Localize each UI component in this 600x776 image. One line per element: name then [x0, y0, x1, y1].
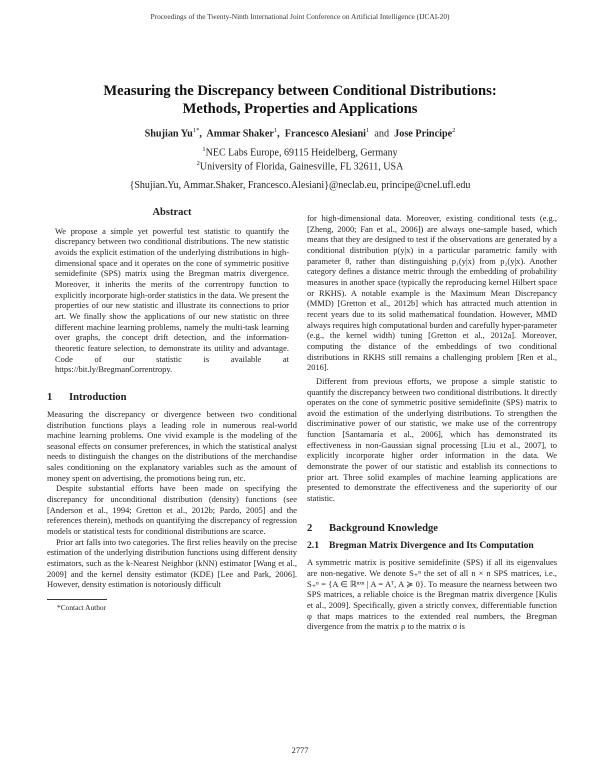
right-column: [307, 213, 557, 632]
footnote-rule: [47, 599, 107, 600]
abstract-paragraph: We propose a simple yet powerful test statistic to quantify the discrepancy between two conditional distributions. The new statistic avoids the explicit estimation of the underlying distributions in high-dimensional space and it operates on the cone of symmetric positive semidefinite (SPS) matrix using the Bregman matrix divergence. Moreover, it inherits the merits of the correntropy function to explicitly incorporate high-order statistics in the data. We present the properties of our new statistic and illustrate its connections to prior art. We finally show the applications of our new statistic on three different machine learning problems, namely the multi-task learning over graphs, the concept drift detection, and the information-theoretic feature selection, to demonstrate its utility and advantage. Code of our statistic is available at https://bit.ly/BregmanCorrentropy.: [55, 225, 289, 375]
paragraph: Measuring the discrepancy or divergence between two conditional distribution functions plays a leading role in numerous real-world machine learning problems. One vivid example is the modeling of the seasonal effects on consumer preferences, in which the statistical analyst needs to distinguish the changes on the distributions of the merchandise sales conditioning on the explanatory variables such as the amount of money spent on advertising, the promotions being run, etc.: [47, 408, 297, 483]
section-number: 1: [47, 391, 53, 403]
title-line-1: Measuring the Discrepancy between Conditional Distributions:: [103, 83, 497, 99]
section-heading-introduction: [47, 391, 297, 404]
paper-title: [40, 82, 560, 118]
author-sup: 1: [273, 127, 278, 134]
affiliation-sup: 2: [196, 160, 200, 167]
author-and: and: [374, 128, 390, 140]
paragraph: Different from previous efforts, we propose a simple statistic to quantify the discrepancy between two conditional distributions. It directly operates on the cone of symmetric positive semidefinite (SPS) matrix to avoid the estimation of the underlying distributions. To strengthen the discriminative power of our statistic, we make use of the correntropy function [Santamaría et al., 2006], which has demonstrated its effectiveness in non-Gaussian signal processing [Liu et al., 2007], to explicitly incorporate higher order information in the data. We demonstrate the power of our statistic and establish its connections to prior art. Three solid examples of machine learning applications are presented to demonstrate the effectiveness and the superiority of our statistic.: [307, 375, 557, 504]
paragraph: A symmetric matrix is positive semidefinite (SPS) if all its eigenvalues are non-negative. We denote S₊ⁿ the set of all n × n SPS matrices, i.e., S₊ⁿ = {A ∈ ℝⁿˣⁿ | A = Aᵀ, A ≽ 0}. To measure the nearness between two SPS matrices, a reliable choice is the Bregman matrix divergence [Kulis et al., 2009]. Specifically, given a strictly convex, differentiable function φ that maps matrices to the extended real numbers, the Bregman divergence from the matrix ρ to the matrix σ is: [307, 557, 557, 632]
affiliation-sup: 1: [202, 146, 206, 153]
section-title: Introduction: [69, 391, 127, 403]
author-name: Francesco Alesiani: [284, 128, 366, 140]
subsection-heading-bregman: [307, 540, 557, 552]
subsection-title: Bregman Matrix Divergence and Its Computation: [329, 539, 534, 551]
author-sup: 1: [365, 127, 370, 134]
affiliation: [0, 160, 600, 172]
author-list: Shujian $Yu^{1*}$, Ammar Shaker$^1$, Francesco Alesiani$^1$ and Jose Principe$^2$: [144, 127, 456, 140]
paragraph: Prior art falls into two categories. The first relies heavily on the precise estimation of the underlying distribution functions using different density estimators, such as the k-Nearest Neighbor (kNN) estimator [Wang et al., 2009] and the kernel density estimator (KDE) [Lee and Park, 2006]. However, density estimation is notoriously difficult: [47, 536, 297, 590]
title-line-2: Methods, Properties and Applications: [182, 101, 418, 117]
section-number: 2: [307, 522, 313, 534]
affiliation-text: University of Florida, Gainesville, FL 32611, USA: [199, 161, 404, 173]
author-name: Ammar Shaker: [206, 128, 274, 140]
affiliation: [0, 146, 600, 158]
affiliation-text: NEC Labs Europe, 69115 Heidelberg, Germany: [205, 147, 398, 159]
section-title: Background Knowledge: [329, 522, 438, 534]
author-sup: 2: [452, 127, 456, 134]
page-number: 2777: [291, 746, 309, 755]
subsection-number: 2.1: [307, 539, 319, 551]
paragraph: Despite substantial efforts have been made on specifying the discrepancy for unconditional distribution (density) functions (see [Anderson et al., 1994; Gretton et al., 2012b; Pardo, 2005] and the references therein), methods on quantifying the discrepancy of regression models or statistical tests for conditional distributions are scarce.: [47, 483, 297, 537]
abstract-heading: Abstract: [152, 207, 192, 218]
running-header: Proceedings of the Twenty-Ninth International Joint Conference on Artificial Intelligence (IJCAI-20): [150, 12, 450, 21]
abstract-text: [47, 226, 297, 375]
paragraph: for high-dimensional data. Moreover, existing conditional tests (e.g., [Zheng, 2000; Fan et al., 2006]) are always one-sample based, which means that they are designed to test if the observations are generated by a conditional distribution p(y|x) in a particular parametric family with parameter θ, rather than distinguishing p₁(y|x) from p₂(y|x). Another category defines a distance metric through the embedding of probability measures in another space (typically the reproducing kernel Hilbert space or RKHS). A notable example is the Maximum Mean Discrepancy (MMD) [Gretton et al., 2012b] which has attracted much attention in recent years due to its solid mathematical foundation. However, MMD always requires high computational burden and carefully hyper-parameter (e.g., the kernel width) tuning [Gretton et al., 2012a]. Moreover, computing the distance of the embeddings of two conditional distributions in RKHS still remains a challenging problem [Ren et al., 2016].: [307, 213, 557, 373]
author-name: Jose Principe: [394, 128, 453, 140]
author-emails: {Shujian.Yu, Ammar.Shaker, Francesco.Alesiani}@neclab.eu, principe@cnel.ufl.edu: [129, 180, 471, 191]
author-name: Shujian Yu: [144, 128, 193, 140]
left-column: [47, 208, 297, 614]
footnote: *Contact Author: [57, 603, 107, 612]
author-sup: 1*: [192, 127, 200, 134]
section-heading-background: [307, 522, 557, 535]
